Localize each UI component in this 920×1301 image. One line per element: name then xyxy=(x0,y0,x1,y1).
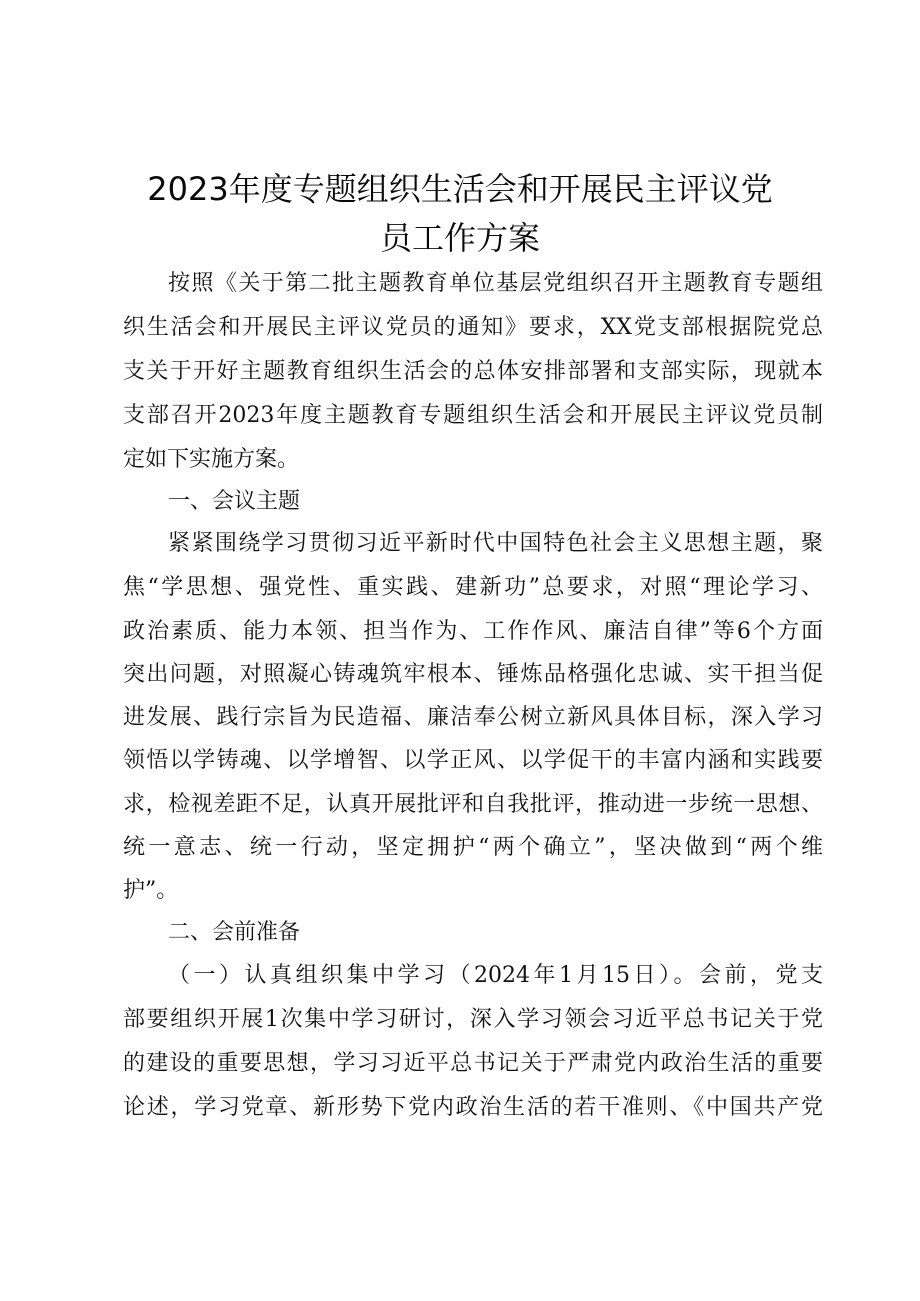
document-title-line-2: 员工作方案 xyxy=(379,219,540,257)
section-1-line-2: 焦“学思想、强党性、重实践、建新功”总要求，对照“理论学习、 xyxy=(123,575,823,600)
section-1-line-9: 护”。 xyxy=(123,878,179,903)
section-1-line-1: 紧紧围绕学习贯彻习近平新时代中国特色社会主义思想主题，聚 xyxy=(168,531,823,556)
section-1-heading: 一、会议主题 xyxy=(168,489,301,514)
section-1-line-6: 领悟以学铸魂、以学增智、以学正风、以学促干的丰富内涵和实践要 xyxy=(123,748,823,773)
section-2-line-3: 的建设的重要思想，学习习近平总书记关于严肃党内政治生活的重要 xyxy=(123,1051,823,1076)
intro-line-1: 按照《关于第二批主题教育单位基层党组织召开主题教育专题组 xyxy=(168,271,823,296)
intro-line-2: 织生活会和开展民主评议党员的通知》要求，XX党支部根据院党总 xyxy=(123,315,823,340)
section-1-line-5: 进发展、践行宗旨为民造福、廉洁奉公树立新风具体目标，深入学习 xyxy=(123,705,823,730)
document-title-line-1: 2023年度专题组织生活会和开展民主评议党 xyxy=(147,170,773,208)
intro-line-5: 定如下实施方案。 xyxy=(123,447,300,472)
section-1-line-8: 统一意志、统一行动，坚定拥护“两个确立”，坚决做到“两个维 xyxy=(123,835,823,860)
section-1-line-3: 政治素质、能力本领、担当作为、工作作风、廉洁自律”等6个方面 xyxy=(123,619,823,644)
section-1-line-7: 求，检视差距不足，认真开展批评和自我批评，推动进一步统一思想、 xyxy=(123,792,823,817)
intro-line-4: 支部召开2023年度主题教育专题组织生活会和开展民主评议党员制 xyxy=(123,403,823,428)
intro-line-3: 支关于开好主题教育组织生活会的总体安排部署和支部实际，现就本 xyxy=(123,359,823,384)
section-2-line-2: 部要组织开展1次集中学习研讨，深入学习领会习近平总书记关于党 xyxy=(123,1007,823,1032)
section-2-heading: 二、会前准备 xyxy=(168,920,301,945)
section-2-line-4: 论述，学习党章、新形势下党内政治生活的若干准则、《中国共产党 xyxy=(123,1095,823,1120)
section-2-line-1: （一）认真组织集中学习（2024年1月15日）。会前，党支 xyxy=(168,963,823,988)
section-1-line-4: 突出问题，对照凝心铸魂筑牢根本、锤炼品格强化忠诚、实干担当促 xyxy=(123,662,823,687)
